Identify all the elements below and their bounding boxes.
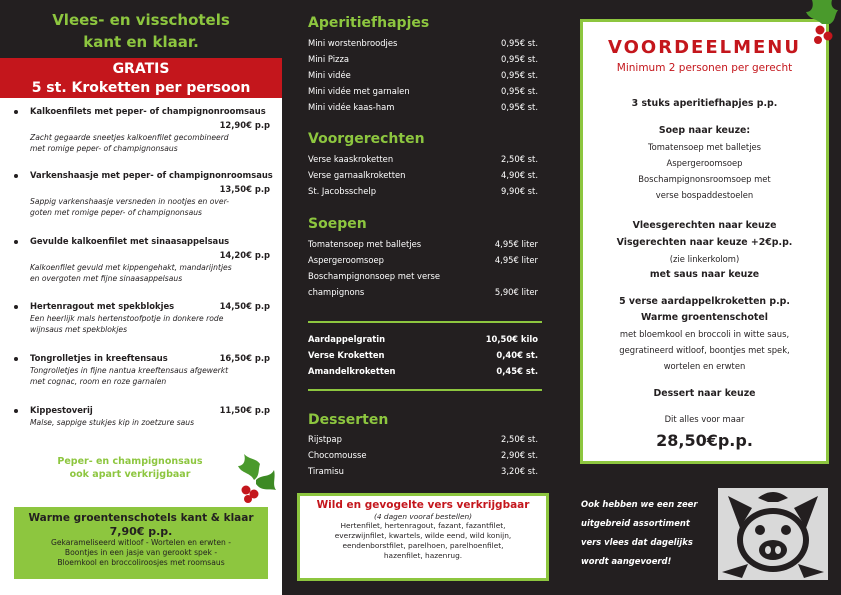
bullet-icon xyxy=(14,174,18,178)
item-name: Amandelkroketten xyxy=(308,366,396,376)
pig-illustration-icon xyxy=(718,488,828,580)
menu-option: Boschampignonsroomsoep met xyxy=(638,174,771,184)
item-price: 0,95€ st. xyxy=(501,102,538,112)
menu-course: 5 verse aardappelkroketten p.p. xyxy=(619,296,790,307)
item-name: Mini vidée met garnalen xyxy=(308,86,410,96)
dish-name: Tongrolletjes in kreeftensaus xyxy=(30,353,168,363)
item-name: Mini vidée xyxy=(308,70,351,80)
wild-box-title: Wild en gevogelte vers verkrijgbaar xyxy=(316,499,530,511)
dish-desc: Sappig varkenshaasje versneden in nootjes en over- xyxy=(30,197,230,206)
divider xyxy=(308,389,542,391)
promo-line2: 5 st. Kroketten per persoon xyxy=(31,80,251,96)
item-price: 10,50€ kilo xyxy=(485,334,538,344)
item-price: 9,90€ st. xyxy=(501,186,538,196)
dish-name: Kalkoenfilets met peper- of champignonroomsaus xyxy=(30,106,266,116)
menu-option: Dit alles voor maar xyxy=(664,414,745,424)
vegetable-box-title: Warme groentenschotels kant & klaar xyxy=(28,512,254,524)
item-price: 0,95€ st. xyxy=(501,70,538,80)
item-price: 2,50€ st. xyxy=(501,434,538,444)
wild-box-note: (4 dagen vooraf bestellen) xyxy=(373,512,473,521)
dish-desc: goten met romige peper- of champignonsaus xyxy=(30,208,203,217)
aperitief-heading: Aperitiefhapjes xyxy=(308,15,430,31)
item-name: Boschampignonsoep met verse xyxy=(308,271,441,281)
menu-option: Aspergeroomsoep xyxy=(666,158,743,168)
value-menu-title: VOORDEELMENU xyxy=(608,37,801,58)
item-name: Verse Kroketten xyxy=(308,350,385,360)
dish-desc: wijnsaus met spekblokjes xyxy=(30,325,128,334)
bullet-icon xyxy=(14,305,18,309)
item-price: 2,50€ st. xyxy=(501,154,538,164)
menu-option: met bloemkool en broccoli in witte saus, xyxy=(619,329,790,339)
sauce-note-line1: Peper- en champignonsaus xyxy=(57,456,203,467)
item-name: Aardappelgratin xyxy=(308,334,386,344)
bullet-icon xyxy=(14,110,18,114)
dish-price: 16,50€ p.p xyxy=(219,353,270,363)
item-price: 4,90€ st. xyxy=(501,170,538,180)
menu-course: Warme groentenschotel xyxy=(641,312,768,323)
dish-desc: met romige peper- of champignonsaus xyxy=(30,144,178,153)
wild-box-line: eendenborstfilet, parelhoen, parelhoenfilet, xyxy=(342,541,504,550)
meat-note-line: wordt aangevoerd! xyxy=(581,556,672,566)
menu-course: Vleesgerechten naar keuze xyxy=(632,220,777,231)
vegetable-box-price: 7,90€ p.p. xyxy=(109,525,173,538)
meat-note-line: uitgebreid assortiment xyxy=(581,518,690,528)
item-price: 3,20€ st. xyxy=(501,466,538,476)
meat-note-line: Ook hebben we een zeer xyxy=(581,499,698,509)
value-menu-price: 28,50€p.p. xyxy=(656,431,753,450)
meat-note-line: vers vlees dat dagelijks xyxy=(581,537,693,547)
item-price: 0,40€ st. xyxy=(496,350,538,360)
left-panel xyxy=(0,0,282,595)
menu-option: verse bospaddestoelen xyxy=(655,190,754,200)
item-price: 0,45€ st. xyxy=(496,366,538,376)
vegetable-box-line: Bloemkool en broccoliroosjes met roomsaus xyxy=(57,558,225,567)
value-menu-box xyxy=(580,19,829,464)
bullet-icon xyxy=(14,409,18,413)
vegetable-box-line: Boontjes in een jasje van gerookt spek - xyxy=(64,548,218,557)
vegetable-box-line: Gekarameliseerd witloof - Wortelen en erwten - xyxy=(50,538,231,547)
wild-box-line: hazenfilet, hazenrug. xyxy=(383,551,463,560)
wild-box-line: Hertenfilet, hertenragout, fazant, fazantfilet, xyxy=(340,521,506,530)
wild-box-line: everzwijnfilet, kwartels, wilde eend, wild konijn, xyxy=(334,531,512,540)
dish-price: 12,90€ p.p xyxy=(219,120,270,130)
menu-course: met saus naar keuze xyxy=(649,269,760,280)
menu-option: gegratineerd witloof, boontjes met spek, xyxy=(619,345,790,355)
item-name: Tomatensoep met balletjes xyxy=(308,239,422,249)
left-header xyxy=(0,0,282,58)
promo-line1: GRATIS xyxy=(112,61,170,77)
soepen-heading: Soepen xyxy=(308,216,367,232)
item-name: Tiramisu xyxy=(308,466,344,476)
dish-name: Varkenshaasje met peper- of champignonroomsaus xyxy=(30,170,273,180)
vegetable-dishes-box xyxy=(14,507,268,579)
voorgerechten-heading: Voorgerechten xyxy=(308,131,425,147)
desserten-heading: Desserten xyxy=(308,412,389,428)
promo-banner xyxy=(0,58,282,98)
menu-course: Visgerechten naar keuze +2€p.p. xyxy=(616,237,793,248)
item-name: Mini Pizza xyxy=(308,54,349,64)
dish-name: Hertenragout met spekblokjes xyxy=(30,301,175,311)
item-price: 2,90€ st. xyxy=(501,450,538,460)
menu-course: Dessert naar keuze xyxy=(653,388,756,399)
sauce-note xyxy=(30,455,230,481)
bullet-icon xyxy=(14,357,18,361)
dish-price: 14,20€ p.p xyxy=(219,250,270,260)
dish-desc: Zacht gegaarde sneetjes kalkoenfilet gecombineerd xyxy=(30,133,229,142)
meat-assortment-note xyxy=(581,495,721,571)
dish-desc: met cognac, room en roze garnalen xyxy=(30,377,167,386)
dish-name: Gevulde kalkoenfilet met sinaasappelsaus xyxy=(30,236,230,246)
item-name: St. Jacobsschelp xyxy=(308,186,377,196)
value-menu-subtitle: Minimum 2 personen per gerecht xyxy=(616,62,793,74)
item-price: 4,95€ liter xyxy=(494,255,538,265)
item-name: Chocomousse xyxy=(308,450,367,460)
item-price: 0,95€ st. xyxy=(501,38,538,48)
item-price: 5,90€ liter xyxy=(494,287,538,297)
item-name: Aspergeroomsoep xyxy=(308,255,384,265)
item-name: Rijstpap xyxy=(308,434,342,444)
menu-option: (zie linkerkolom) xyxy=(669,254,740,264)
dish-desc: Malse, sappige stukjes kip in zoetzure saus xyxy=(30,418,195,427)
holly-icon xyxy=(232,450,278,506)
item-name: Mini vidée kaas-ham xyxy=(308,102,395,112)
left-header-line2: kant en klaar. xyxy=(83,33,199,51)
item-price: 4,95€ liter xyxy=(494,239,538,249)
item-price: 0,95€ st. xyxy=(501,86,538,96)
item-name: Verse kaaskroketten xyxy=(308,154,394,164)
dish-desc: Tongrolletjes in fijne nantua kreeftensaus afgewerkt xyxy=(30,366,229,375)
holly-icon xyxy=(802,0,841,48)
sauce-note-line2: ook apart verkrijgbaar xyxy=(69,469,191,480)
item-name: Mini worstenbroodjes xyxy=(308,38,398,48)
item-name: Verse garnaalkroketten xyxy=(308,170,406,180)
bullet-icon xyxy=(14,240,18,244)
dish-name: Kippestoverij xyxy=(30,405,93,415)
dish-desc: Een heerlijk mals hertenstoofpotje in donkere rode xyxy=(30,314,224,323)
divider xyxy=(308,321,542,323)
menu-course: 3 stuks aperitiefhapjes p.p. xyxy=(631,98,778,109)
dish-price: 14,50€ p.p xyxy=(219,301,270,311)
menu-option: wortelen en erwten xyxy=(663,361,746,371)
dish-price: 13,50€ p.p xyxy=(219,184,270,194)
wild-game-box xyxy=(297,493,549,581)
dish-desc: Kalkoenfilet gevuld met kippengehakt, mandarijntjes xyxy=(30,263,232,272)
item-name: champignons xyxy=(308,287,365,297)
item-price: 0,95€ st. xyxy=(501,54,538,64)
dish-desc: en overgoten met fijne sinaasappelsaus xyxy=(30,274,183,283)
dish-price: 11,50€ p.p xyxy=(219,405,270,415)
left-header-line1: Vlees- en visschotels xyxy=(52,11,230,29)
menu-option: Tomatensoep met balletjes xyxy=(647,142,762,152)
menu-course: Soep naar keuze: xyxy=(658,125,751,136)
